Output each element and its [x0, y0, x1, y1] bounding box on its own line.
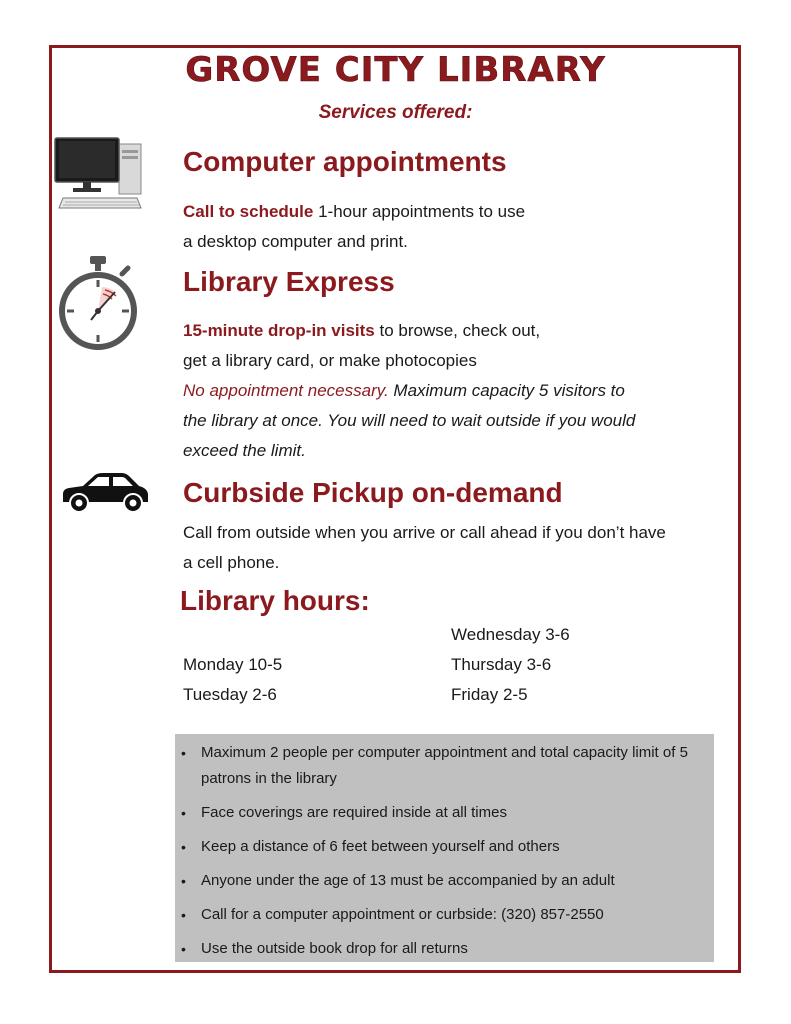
notice-text: Anyone under the age of 13 must be accompanied by an adult [201, 872, 615, 889]
notice-item [181, 936, 694, 962]
notice-text: Keep a distance of 6 feet between yourself and others [201, 838, 560, 855]
computer-line1: 1-hour appointments to use [313, 202, 526, 221]
page-title: GROVE CITY LIBRARY [185, 50, 606, 90]
express-line2: get a library card, or make photocopies [183, 351, 477, 370]
hours-left-column [183, 650, 282, 710]
desktop-computer-icon [53, 136, 145, 215]
hours-thursday: Thursday 3-6 [451, 655, 552, 674]
notice-list [181, 740, 694, 962]
page-subtitle: Services offered: [318, 102, 473, 123]
notice-item [181, 834, 694, 860]
notice-item [181, 868, 694, 894]
notice-item [181, 902, 694, 928]
curbside-description [183, 518, 666, 578]
notice-item [181, 740, 694, 792]
express-note-line1: Maximum capacity 5 visitors to [388, 381, 625, 400]
express-lead: 15-minute drop-in visits [183, 321, 375, 340]
hours-tuesday: Tuesday 2-6 [183, 685, 277, 704]
bullet-icon: • [181, 805, 186, 821]
hours-monday: Monday 10-5 [183, 655, 283, 674]
express-line1: to browse, check out, [374, 321, 541, 340]
computer-lead: Call to schedule [183, 202, 314, 221]
hours-wednesday: Wednesday 3-6 [451, 625, 570, 644]
express-description [183, 316, 635, 466]
car-icon [59, 472, 151, 519]
computer-description [183, 197, 525, 257]
express-note-lead: No appointment necessary. [183, 381, 389, 400]
notice-box [175, 734, 714, 962]
hours-right-column [451, 620, 570, 710]
express-note-line2: the library at once. You will need to wait outside if you would [183, 411, 636, 430]
hours-heading: Library hours: [180, 585, 370, 616]
curbside-heading: Curbside Pickup on-demand [183, 477, 563, 508]
computer-line2: a desktop computer and print. [183, 232, 408, 251]
bullet-icon: • [181, 907, 186, 923]
notice-text: Use the outside book drop for all returns [201, 940, 468, 957]
stopwatch-icon [58, 256, 138, 357]
curbside-line1: Call from outside when you arrive or call ahead if you don’t have [183, 523, 666, 542]
express-note-line3: exceed the limit. [183, 441, 306, 460]
bullet-icon: • [181, 745, 186, 761]
bullet-icon: • [181, 873, 186, 889]
notice-text: Call for a computer appointment or curbside: (320) 857-2550 [201, 906, 604, 923]
computer-heading: Computer appointments [183, 146, 507, 177]
bullet-icon: • [181, 839, 186, 855]
notice-text: Maximum 2 people per computer appointment and total capacity limit of 5 patrons in the library [201, 744, 688, 787]
curbside-line2: a cell phone. [183, 553, 280, 572]
notice-text: Face coverings are required inside at all times [201, 804, 507, 821]
notice-item [181, 800, 694, 826]
hours-friday: Friday 2-5 [451, 685, 528, 704]
bullet-icon: • [181, 941, 186, 957]
express-heading: Library Express [183, 266, 395, 297]
